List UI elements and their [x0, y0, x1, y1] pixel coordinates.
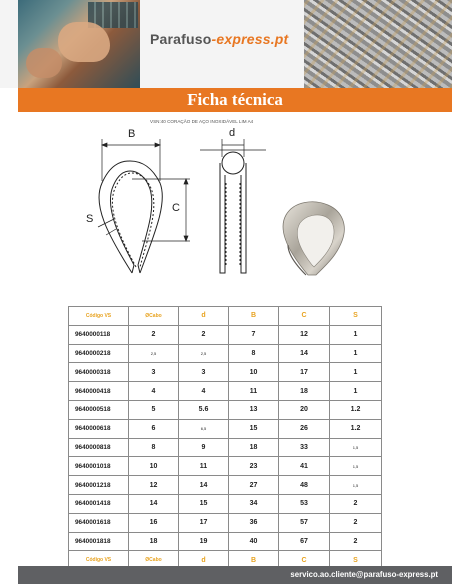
cell-cable: 18 [129, 532, 179, 551]
title-band [18, 88, 452, 112]
table-row [69, 400, 382, 419]
cell-c: 57 [279, 513, 330, 532]
cell-c: 53 [279, 494, 330, 513]
cell-c: 33 [279, 438, 330, 457]
cell-d: 2,5 [179, 344, 229, 363]
page-footer [18, 566, 452, 584]
footer-header-d: d [179, 551, 229, 570]
cell-c: 12 [279, 325, 330, 344]
cell-s: 2 [330, 532, 382, 551]
cell-code: 9640000218 [69, 344, 129, 363]
table-header-row [69, 307, 382, 326]
cell-b: 18 [229, 438, 279, 457]
cell-c: 41 [279, 457, 330, 476]
column-header-cable: ØCabo [129, 307, 179, 326]
cell-s: 1,5 [330, 476, 382, 495]
table-row [69, 419, 382, 438]
cell-s: 1.2 [330, 400, 382, 419]
cell-b: 40 [229, 532, 279, 551]
cell-s: 1 [330, 344, 382, 363]
cell-s: 1.2 [330, 419, 382, 438]
cell-b: 27 [229, 476, 279, 495]
cell-cable: 2,5 [129, 344, 179, 363]
cell-b: 23 [229, 457, 279, 476]
cell-b: 10 [229, 363, 279, 382]
cell-s: 1 [330, 382, 382, 401]
cell-code: 9640000818 [69, 438, 129, 457]
cell-b: 7 [229, 325, 279, 344]
thimble-drawing-svg [80, 125, 370, 285]
cell-cable: 8 [129, 438, 179, 457]
column-header-c: C [279, 307, 330, 326]
cell-c: 67 [279, 532, 330, 551]
cell-code: 9640000618 [69, 419, 129, 438]
cell-s: 1,5 [330, 457, 382, 476]
screws-photo [304, 0, 452, 88]
page-title: Ficha técnica [187, 90, 283, 109]
cell-code: 9640000118 [69, 325, 129, 344]
cell-code: 9640001218 [69, 476, 129, 495]
cell-cable: 4 [129, 382, 179, 401]
cell-b: 34 [229, 494, 279, 513]
dimension-label-b: B [128, 128, 136, 140]
footer-header-cable: ØCabo [129, 551, 179, 570]
brand-logo-part1: Parafuso [150, 31, 212, 47]
cell-code: 9640001018 [69, 457, 129, 476]
table-row [69, 494, 382, 513]
cell-d: 5.6 [179, 400, 229, 419]
cell-c: 20 [279, 400, 330, 419]
footer-header-b: B [229, 551, 279, 570]
cell-d: 3 [179, 363, 229, 382]
cell-c: 18 [279, 382, 330, 401]
brand-logo [150, 31, 288, 47]
cell-s: 1 [330, 363, 382, 382]
footer-header-c: C [279, 551, 330, 570]
cell-d: 17 [179, 513, 229, 532]
footer-header-code: Código VS [69, 551, 129, 570]
cell-c: 14 [279, 344, 330, 363]
cell-code: 9640001618 [69, 513, 129, 532]
dimension-label-d: d [229, 127, 236, 139]
column-header-b: B [229, 307, 279, 326]
table-row [69, 532, 382, 551]
brand-logo-part2: -express.pt [211, 31, 289, 47]
cell-cable: 14 [129, 494, 179, 513]
spec-table [68, 306, 382, 570]
cell-cable: 16 [129, 513, 179, 532]
table-body [69, 325, 382, 551]
cell-b: 15 [229, 419, 279, 438]
table-row [69, 382, 382, 401]
cell-d: 14 [179, 476, 229, 495]
cell-cable: 10 [129, 457, 179, 476]
cell-s: 1 [330, 325, 382, 344]
table-row [69, 457, 382, 476]
cell-cable: 3 [129, 363, 179, 382]
cell-c: 17 [279, 363, 330, 382]
cell-code: 9640000418 [69, 382, 129, 401]
cell-b: 13 [229, 400, 279, 419]
cell-s: 2 [330, 494, 382, 513]
cell-c: 26 [279, 419, 330, 438]
cell-b: 8 [229, 344, 279, 363]
column-header-d: d [179, 307, 229, 326]
cell-cable: 5 [129, 400, 179, 419]
footer-header-s: S [330, 551, 382, 570]
table-row [69, 513, 382, 532]
page-header [0, 0, 452, 88]
cell-d: 19 [179, 532, 229, 551]
cell-code: 9640000318 [69, 363, 129, 382]
table-row [69, 438, 382, 457]
cell-cable: 12 [129, 476, 179, 495]
technical-drawing [80, 125, 370, 285]
cell-b: 11 [229, 382, 279, 401]
product-subtitle: VSN:40 CORAÇÃO DE AÇO INOXIDÁVEL LIM A4 [150, 119, 254, 124]
cell-code: 9640001418 [69, 494, 129, 513]
cell-cable: 2 [129, 325, 179, 344]
cell-code: 9640000518 [69, 400, 129, 419]
dimension-label-c: C [172, 202, 180, 214]
contact-email: servico.ao.cliente@parafuso-express.pt [290, 570, 438, 579]
table-row [69, 363, 382, 382]
cell-d: 6,5 [179, 419, 229, 438]
cell-cable: 6 [129, 419, 179, 438]
workshop-photo [18, 0, 140, 88]
column-header-s: S [330, 307, 382, 326]
dimension-label-s: S [86, 213, 94, 225]
cell-c: 48 [279, 476, 330, 495]
cell-s: 1,5 [330, 438, 382, 457]
column-header-code: Código VS [69, 307, 129, 326]
cell-d: 4 [179, 382, 229, 401]
table-row [69, 476, 382, 495]
cell-code: 9640001818 [69, 532, 129, 551]
cell-d: 9 [179, 438, 229, 457]
cell-d: 2 [179, 325, 229, 344]
table-row [69, 325, 382, 344]
cell-d: 15 [179, 494, 229, 513]
table-row [69, 344, 382, 363]
cell-b: 36 [229, 513, 279, 532]
cell-s: 2 [330, 513, 382, 532]
cell-d: 11 [179, 457, 229, 476]
